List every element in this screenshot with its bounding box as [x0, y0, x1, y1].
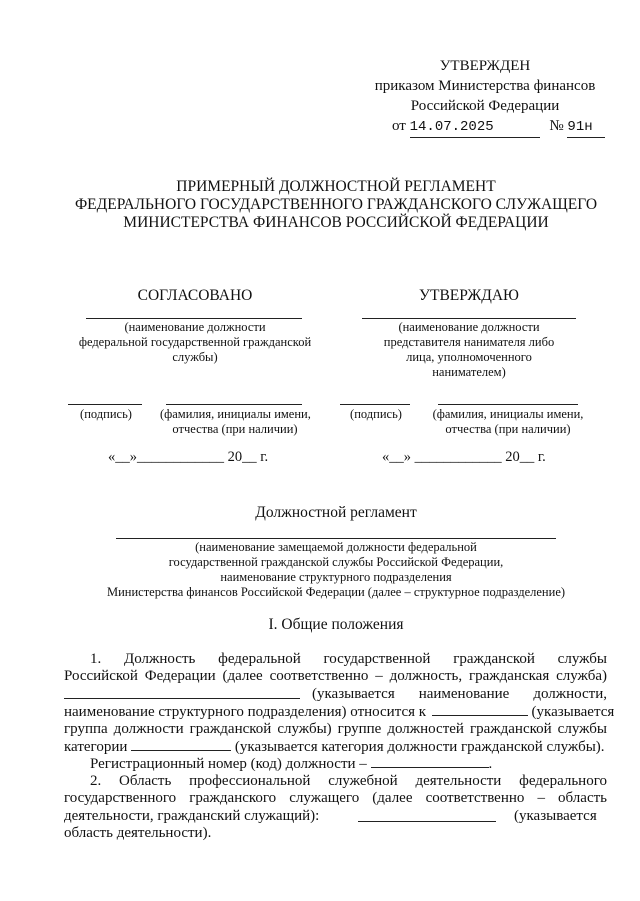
approved-position-line — [362, 318, 576, 319]
paragraph-2-line-4: область деятельности). — [64, 825, 212, 841]
agreed-name-caption-2: отчества (при наличии) — [172, 422, 298, 436]
paragraph-2-line-2: государственного гражданского служащего (далее соответственно – область — [64, 790, 607, 806]
regulation-caption-4: Министерства финансов Российской Федерации (далее – структурное подразделение) — [106, 585, 566, 599]
regulation-caption-2: государственной гражданской службы Российской Федерации, — [168, 555, 504, 569]
blank-field — [358, 821, 496, 822]
registration-number-line — [90, 755, 492, 774]
agreed-position-caption-1: (наименование должности — [124, 320, 266, 334]
approved-name-caption-1: (фамилия, инициалы имени, — [432, 407, 584, 421]
paragraph-1-line-6 — [64, 738, 605, 757]
approved-signature-line — [340, 404, 410, 405]
approved-name-line — [438, 404, 578, 405]
paragraph-1-line-5: группа должности гражданской службы) группе должностей гражданской службы — [64, 721, 607, 737]
doc-title-line-1: ПРИМЕРНЫЙ ДОЛЖНОСТНОЙ РЕГЛАМЕНТ — [176, 178, 496, 195]
agreed-heading: СОГЛАСОВАНО — [137, 287, 253, 304]
doc-title-line-2: ФЕДЕРАЛЬНОГО ГОСУДАРСТВЕННОГО ГРАЖДАНСКОГО СЛУЖАЩЕГО — [74, 196, 598, 213]
regulation-caption-3: наименование структурного подразделения — [220, 570, 452, 584]
approval-line-1: приказом Министерства финансов — [374, 78, 596, 94]
paragraph-2-line-1: 2. Область профессиональной служебной деятельности федерального — [90, 773, 607, 789]
agreed-name-line — [166, 404, 302, 405]
paragraph-1-line-2: Российской Федерации (далее соответственно – должность, гражданская служба) — [64, 668, 607, 684]
approved-heading: УТВЕРЖДАЮ — [419, 287, 519, 304]
blank-field — [131, 738, 231, 751]
blank-field — [371, 755, 489, 768]
paragraph-2-line-3 — [64, 808, 319, 826]
approved-position-caption-3: лица, уполномоченного — [406, 350, 532, 364]
regulation-position-line — [116, 538, 556, 539]
agreed-name-caption-1: (фамилия, инициалы имени, — [160, 407, 311, 421]
regulation-caption-1: (наименование замещаемой должности федеральной — [195, 540, 477, 554]
blank-field — [432, 703, 528, 716]
agreed-signature-line — [68, 404, 142, 405]
paragraph-1-line-6-text-b: (указывается категория должности гражданской службы). — [234, 739, 605, 755]
registration-number-end: . — [488, 756, 493, 772]
paragraph-2-line-3-text-b: (указывается — [514, 808, 597, 824]
agreed-position-caption-2: федеральной государственной гражданской — [78, 335, 312, 349]
approved-position-caption-4: нанимателем) — [432, 365, 506, 379]
approval-line-2: Российской Федерации — [410, 98, 560, 114]
approved-position-caption-1: (наименование должности — [398, 320, 540, 334]
agreed-signature-caption: (подпись) — [80, 407, 132, 421]
approval-title: УТВЕРЖДЕН — [439, 58, 531, 74]
paragraph-2-line-3-text-a: деятельности, гражданский служащий): — [64, 808, 320, 824]
paragraph-1-line-6-text-a: категории — [64, 739, 128, 755]
approval-date-line — [392, 116, 605, 138]
section-1-heading: I. Общие положения — [268, 616, 404, 633]
paragraph-1-line-3-text: (указывается наименование должности, — [312, 686, 607, 702]
approved-signature-caption: (подпись) — [350, 407, 402, 421]
paragraph-1-line-4 — [64, 703, 614, 722]
approved-name-caption-2: отчества (при наличии) — [445, 422, 571, 436]
registration-number-label: Регистрационный номер (код) должности – — [90, 756, 367, 772]
approval-number-prefix: № — [549, 118, 564, 134]
doc-title-line-3: МИНИСТЕРСТВА ФИНАНСОВ РОССИЙСКОЙ ФЕДЕРАЦИИ — [123, 214, 549, 231]
approval-number: 91н — [567, 117, 605, 138]
paragraph-1-line-4-text-a: наименование структурного подразделения) относится к — [64, 704, 427, 720]
agreed-date: «__»____________ 20__ г. — [108, 449, 269, 465]
paragraph-1-line-1: 1. Должность федеральной государственной гражданской службы — [90, 651, 607, 667]
approved-date: «__» ____________ 20__ г. — [382, 449, 546, 465]
regulation-heading: Должностной регламент — [255, 504, 417, 521]
paragraph-1-line-3 — [64, 686, 300, 705]
approval-date: 14.07.2025 — [410, 117, 540, 138]
blank-field — [64, 686, 300, 699]
approval-date-prefix: от — [392, 118, 406, 134]
approved-position-caption-2: представителя нанимателя либо — [383, 335, 555, 349]
agreed-position-caption-3: службы) — [172, 350, 218, 364]
paragraph-1-line-4-text-b: (указывается — [531, 704, 615, 720]
agreed-position-line — [86, 318, 302, 319]
